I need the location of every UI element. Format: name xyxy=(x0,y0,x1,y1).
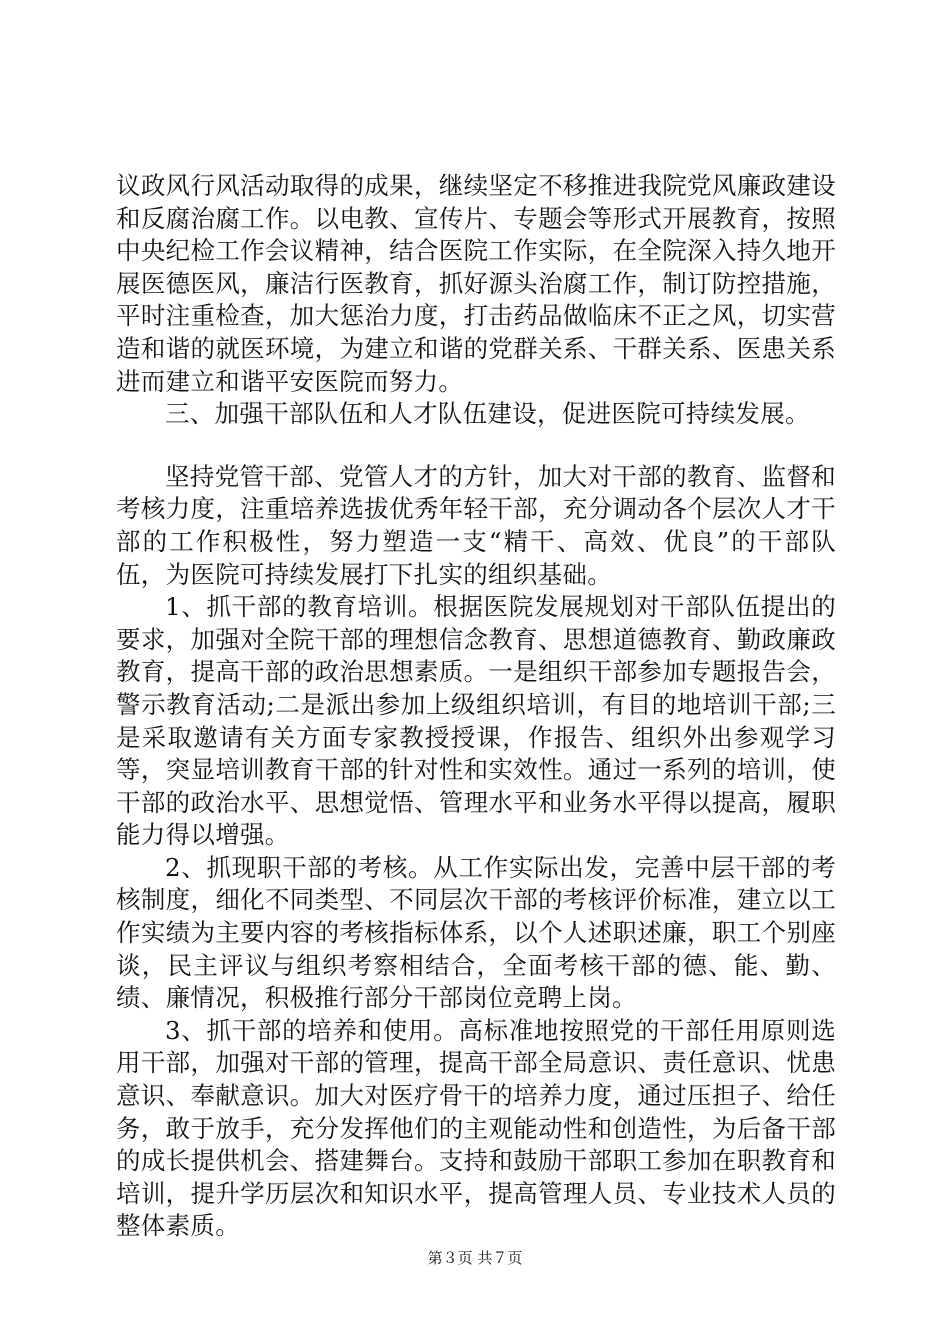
document-body xyxy=(116,170,836,1243)
paragraph-continuation: 议政风行风活动取得的成果，继续坚定不移推进我院党风廉政建设和反腐治腐工作。以电教、宣传片、专题会等形式开展教育，按照中央纪检工作会议精神，结合医院工作实际，在全院深入持久地开展医德医风，廉洁行医教育，抓好源头治腐工作，制订防控措施，平时注重检查，加大惩治力度，打击药品做临床不正之风，切实营造和谐的就医环境，为建立和谐的党群关系、干群关系、医患关系进而建立和谐平安医院而努力。 xyxy=(116,171,836,396)
page-number-footer: 第３页 共７页 xyxy=(427,1249,523,1267)
paragraph-item-2: 2、抓现职干部的考核。从工作实际出发，完善中层干部的考核制度，细化不同类型、不同层次干部的考核评价标准，建立以工作实绩为主要内容的考核指标体系，以个人述职述廉，职工个别座谈，民主评议与组织考察相结合，全面考核干部的德、能、勤、绩、廉情况，积极推行部分干部岗位竞聘上岗。 xyxy=(116,852,836,1013)
section-heading: 三、加强干部队伍和人才队伍建设，促进医院可持续发展。 xyxy=(165,399,810,429)
paragraph-item-3: 3、抓干部的培养和使用。高标准地按照党的干部任用原则选用干部，加强对干部的管理，提高干部全局意识、责任意识、忧患意识、奉献意识。加大对医疗骨干的培养力度，通过压担子、给任务，敢于放手，充分发挥他们的主观能动性和创造性，为后备干部的成长提供机会、搭建舞台。支持和鼓励干部职工参加在职教育和培训，提升学历层次和知识水平，提高管理人员、专业技术人员的整体素质。 xyxy=(116,1015,836,1241)
paragraph-intro: 坚持党管干部、党管人才的方针，加大对干部的教育、监督和考核力度，注重培养选拔优秀年轻干部，充分调动各个层次人才干部的工作积极性，努力塑造一支“精干、高效、优良”的干部队伍，为医院可持续发展打下扎实的组织基础。 xyxy=(116,461,836,589)
paragraph-item-1: 1、抓干部的教育培训。根据医院发展规划对干部队伍提出的要求，加强对全院干部的理想信念教育、思想道德教育、勤政廉政教育，提高干部的政治思想素质。一是组织干部参加专题报告会，警示教育活动;二是派出参加上级组织培训，有目的地培训干部;三是采取邀请有关方面专家教授授课，作报告、组织外出参观学习等，突显培训教育干部的针对性和实效性。通过一系列的培训，使干部的政治水平、思想觉悟、管理水平和业务水平得以提高，履职能力得以增强。 xyxy=(116,592,836,850)
